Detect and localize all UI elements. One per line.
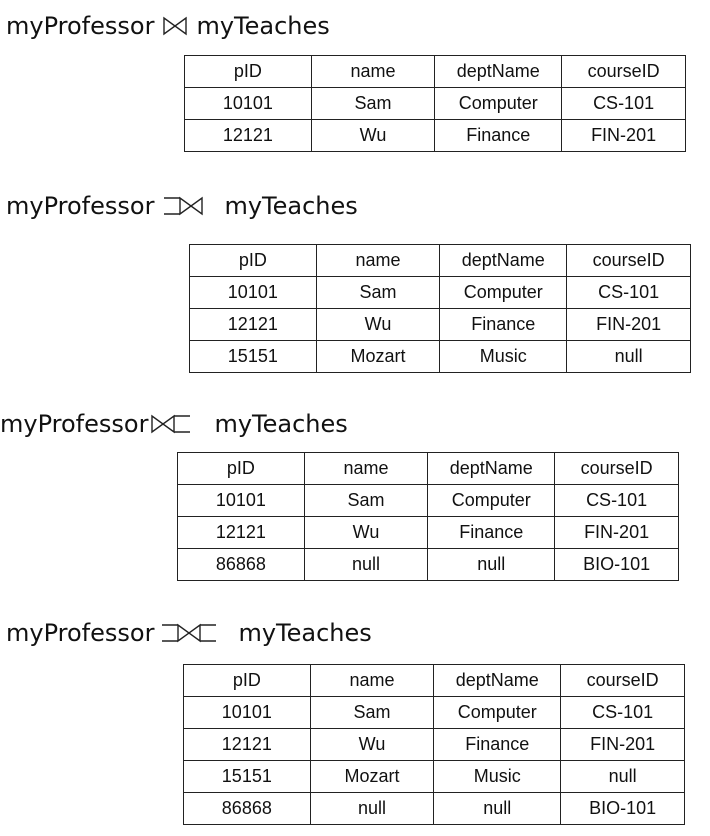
right-relation-name: myTeaches (224, 192, 358, 220)
table-cell: FIN-201 (555, 517, 679, 549)
column-header: deptName (435, 56, 562, 88)
column-header: name (316, 245, 440, 277)
table-row (190, 341, 691, 373)
table-cell: FIN-201 (567, 309, 691, 341)
table-cell: Computer (435, 88, 562, 120)
table-cell: Wu (304, 517, 428, 549)
column-header: deptName (428, 453, 555, 485)
table-cell: Finance (440, 309, 567, 341)
left-relation-name: myProfessor (6, 192, 155, 220)
table-row (190, 277, 691, 309)
table-cell: FIN-201 (561, 729, 685, 761)
table-row (184, 729, 685, 761)
full-outer-join-icon (160, 620, 232, 646)
table-cell: 10101 (185, 88, 312, 120)
column-header: courseID (567, 245, 691, 277)
table-cell: Computer (434, 697, 561, 729)
table-cell: 10101 (190, 277, 317, 309)
column-header: pID (178, 453, 305, 485)
column-header: pID (190, 245, 317, 277)
table-row (190, 309, 691, 341)
table-cell: Mozart (310, 761, 434, 793)
table-cell: 15151 (184, 761, 311, 793)
column-header: name (310, 665, 434, 697)
table-cell: null (304, 549, 428, 581)
right-relation-name: myTeaches (196, 12, 330, 40)
table-cell: Finance (435, 120, 562, 152)
table-row (184, 761, 685, 793)
column-header: pID (185, 56, 312, 88)
result-table-left-outer-join (189, 244, 691, 373)
table-row (178, 549, 679, 581)
table-cell: Finance (428, 517, 555, 549)
table-cell: Sam (316, 277, 440, 309)
table-cell: 86868 (178, 549, 305, 581)
table-cell: Wu (310, 729, 434, 761)
table-header-row (178, 453, 679, 485)
table-header-row (190, 245, 691, 277)
table-cell: Mozart (316, 341, 440, 373)
table-cell: FIN-201 (562, 120, 686, 152)
table-cell: Sam (310, 697, 434, 729)
table-cell: 15151 (190, 341, 317, 373)
table-cell: Sam (311, 88, 435, 120)
table-cell: null (310, 793, 434, 825)
column-header: courseID (562, 56, 686, 88)
result-table-natural-join (184, 55, 686, 152)
table-cell: CS-101 (561, 697, 685, 729)
section-4-heading (6, 619, 372, 647)
table-cell: 12121 (178, 517, 305, 549)
column-header: courseID (561, 665, 685, 697)
table-cell: CS-101 (555, 485, 679, 517)
table-cell: Computer (440, 277, 567, 309)
natural-join-icon (160, 13, 190, 39)
result-table-full-outer-join (183, 664, 685, 825)
table-row (185, 88, 686, 120)
table-cell: BIO-101 (555, 549, 679, 581)
table-row (185, 120, 686, 152)
table-row (184, 793, 685, 825)
right-relation-name: myTeaches (238, 619, 372, 647)
right-relation-name: myTeaches (214, 410, 348, 438)
table-cell: 10101 (184, 697, 311, 729)
table-cell: Finance (434, 729, 561, 761)
table-cell: Wu (316, 309, 440, 341)
table-cell: Wu (311, 120, 435, 152)
table-cell: 12121 (190, 309, 317, 341)
table-row (184, 697, 685, 729)
left-relation-name: myProfessor (0, 410, 149, 438)
column-header: courseID (555, 453, 679, 485)
left-outer-join-icon (160, 193, 218, 219)
table-cell: null (561, 761, 685, 793)
right-outer-join-icon (150, 411, 208, 437)
table-cell: Computer (428, 485, 555, 517)
section-1-heading (6, 12, 330, 40)
table-cell: CS-101 (562, 88, 686, 120)
table-cell: null (428, 549, 555, 581)
table-cell: Sam (304, 485, 428, 517)
left-relation-name: myProfessor (6, 12, 155, 40)
table-header-row (184, 665, 685, 697)
column-header: deptName (440, 245, 567, 277)
table-cell: null (567, 341, 691, 373)
table-row (178, 485, 679, 517)
table-cell: null (434, 793, 561, 825)
section-3-heading (0, 410, 348, 438)
table-cell: 86868 (184, 793, 311, 825)
column-header: deptName (434, 665, 561, 697)
result-table-right-outer-join (177, 452, 679, 581)
column-header: pID (184, 665, 311, 697)
table-header-row (185, 56, 686, 88)
left-relation-name: myProfessor (6, 619, 155, 647)
column-header: name (304, 453, 428, 485)
table-cell: 12121 (184, 729, 311, 761)
table-cell: 12121 (185, 120, 312, 152)
column-header: name (311, 56, 435, 88)
table-cell: BIO-101 (561, 793, 685, 825)
table-cell: 10101 (178, 485, 305, 517)
table-cell: Music (434, 761, 561, 793)
section-2-heading (6, 192, 358, 220)
table-row (178, 517, 679, 549)
table-cell: CS-101 (567, 277, 691, 309)
table-cell: Music (440, 341, 567, 373)
